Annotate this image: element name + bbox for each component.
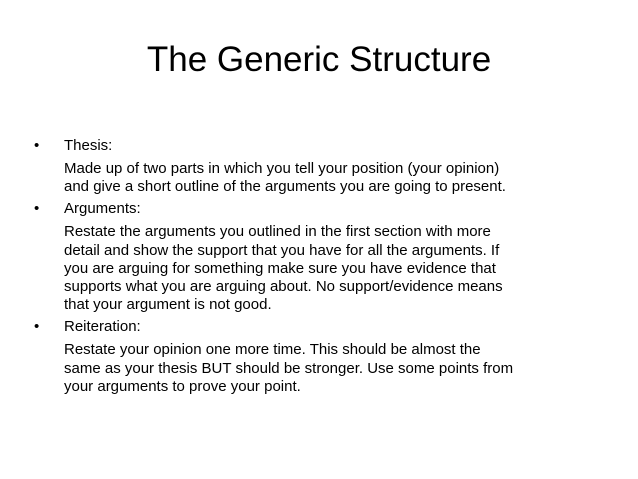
slide-title: The Generic Structure (146, 40, 492, 79)
body-line: same as your thesis BUT should be stronger. Use some points from (64, 359, 514, 377)
body-line: supports what you are arguing about. No support/evidence means (64, 278, 503, 296)
heading-arguments: Arguments: (64, 200, 141, 218)
body-line: that your argument is not good. (64, 296, 272, 314)
bullet-heading (30, 136, 610, 155)
body-arguments (30, 223, 610, 314)
bullet-icon: • (34, 137, 40, 154)
heading-reiteration: Reiteration: (64, 318, 141, 336)
bullet-icon: • (34, 200, 40, 218)
bullet-icon: • (34, 318, 40, 336)
bullet-heading (30, 317, 610, 336)
body-line: and give a short outline of the arguments you are going to present. (64, 178, 506, 196)
slide-content (30, 136, 610, 399)
body-line: Restate the arguments you outlined in the first section with more (64, 223, 491, 241)
body-thesis (30, 160, 610, 196)
heading-thesis: Thesis: (64, 137, 113, 154)
bullet-heading (30, 199, 610, 218)
list-item-arguments (30, 199, 610, 314)
list-item-thesis (30, 136, 610, 196)
body-line: Made up of two parts in which you tell your position (your opinion) (64, 160, 500, 177)
body-line: you are arguing for something make sure you have evidence that (64, 259, 496, 277)
list-item-reiteration (30, 317, 610, 396)
body-line: your arguments to prove your point. (64, 377, 301, 395)
body-line: detail and show the support that you have for all the arguments. If (64, 241, 500, 259)
body-reiteration (30, 341, 610, 396)
body-line: Restate your opinion one more time. This should be almost the (64, 341, 481, 359)
